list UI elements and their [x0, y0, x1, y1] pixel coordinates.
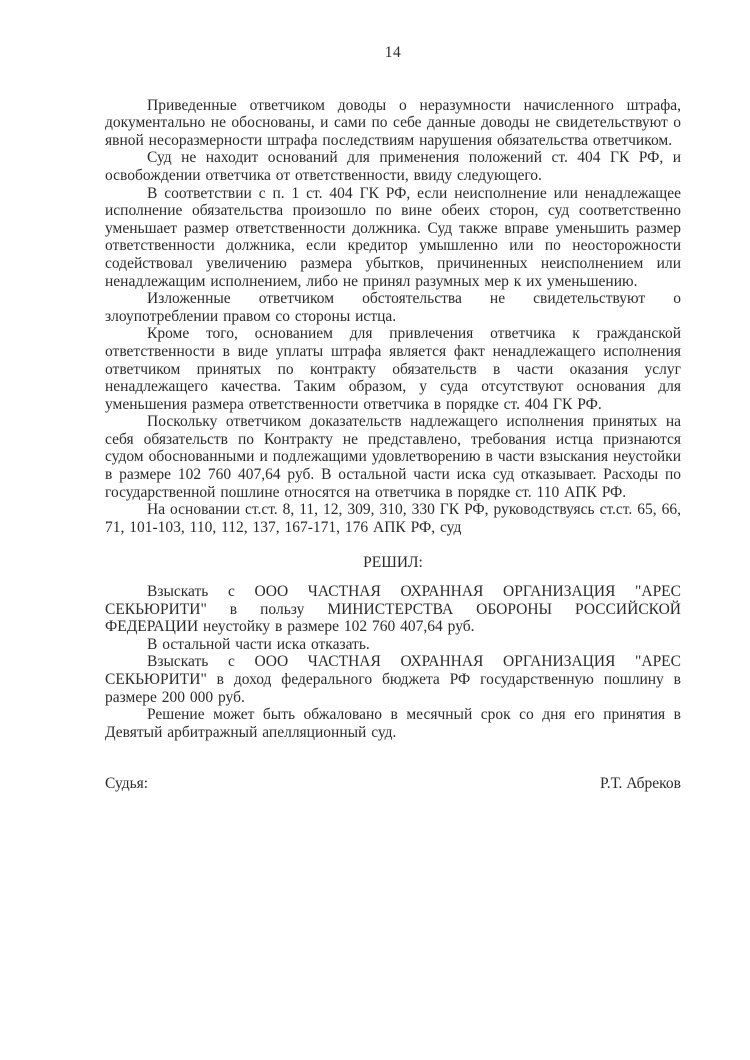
- ruling-heading: РЕШИЛ:: [363, 554, 423, 572]
- paragraph: В соответствии с п. 1 ст. 404 ГК РФ, если неисполнение или ненадлежащее исполнение обязательства произошло по вине обеих сторон, суд соответственно уменьшает размер ответственности должника. Суд также вправе уменьшить размер ответственности должника, если кредитор умышленно или по неосторожности содействовал увеличению размера убытков, причиненных неисполнением или ненадлежащим исполнением, либо не принял разумных мер к их уменьшению.: [105, 184, 681, 290]
- paragraph: Поскольку ответчиком доказательств надлежащего исполнения принятых на себя обязательств по Контракту не представлено, требования истца признаются судом обоснованными и подлежащими удовлетворению в части взыскания неустойки в размере 102 760 407,64 руб. В остальной части иска суд отказывает. Расходы по государственной пошлине относятся на ответчика в порядке ст. 110 АПК РФ.: [105, 413, 681, 501]
- paragraph: На основании ст.ст. 8, 11, 12, 309, 310, 330 ГК РФ, руководствуясь ст.ст. 65, 66, 71, 101-103, 110, 112, 137, 167-171, 176 АПК РФ, суд: [105, 501, 681, 536]
- paragraph: Суд не находит оснований для применения положений ст. 404 ГК РФ, и освобождении ответчика от ответственности, ввиду следующего.: [105, 149, 681, 184]
- signature-block: [105, 775, 681, 793]
- paragraph: Кроме того, основанием для привлечения ответчика к гражданской ответственности в виде уплаты штрафа является факт ненадлежащего исполнения ответчиком принятых по контракту обязательств в части оказания услуг ненадлежащего качества. Таким образом, у суда отсутствуют основания для уменьшения размера ответственности ответчика в порядке ст. 404 ГК РФ.: [105, 325, 681, 413]
- ruling-paragraph: Взыскать с ООО ЧАСТНАЯ ОХРАННАЯ ОРГАНИЗАЦИЯ "АРЕС СЕКЬЮРИТИ" в пользу МИНИСТЕРСТВА ОБОРОНЫ РОССИЙСКОЙ ФЕДЕРАЦИИ неустойку в размере 102 760 407,64 руб.: [105, 583, 681, 636]
- ruling-paragraph: Взыскать с ООО ЧАСТНАЯ ОХРАННАЯ ОРГАНИЗАЦИЯ "АРЕС СЕКЬЮРИТИ" в доход федерального бюджета РФ государственную пошлину в размере 200 000 руб.: [105, 653, 681, 706]
- judge-name: Р.Т. Абреков: [600, 775, 681, 793]
- page-number: 14: [384, 44, 402, 61]
- ruling-paragraph: Решение может быть обжаловано в месячный срок со дня его принятия в Девятый арбитражный апелляционный суд.: [105, 706, 681, 741]
- paragraph: Изложенные ответчиком обстоятельства не свидетельствуют о злоупотреблении правом со стороны истца.: [105, 290, 681, 325]
- judge-label: Судья:: [105, 775, 149, 793]
- ruling-paragraph: В остальной части иска отказать.: [147, 635, 370, 653]
- paragraph: Приведенные ответчиком доводы о неразумности начисленного штрафа, документально не обоснованы, и сами по себе данные доводы не свидетельствуют о явной несоразмерности штрафа последствиям нарушения обязательства ответчиком.: [105, 96, 681, 149]
- document-content: [105, 44, 681, 793]
